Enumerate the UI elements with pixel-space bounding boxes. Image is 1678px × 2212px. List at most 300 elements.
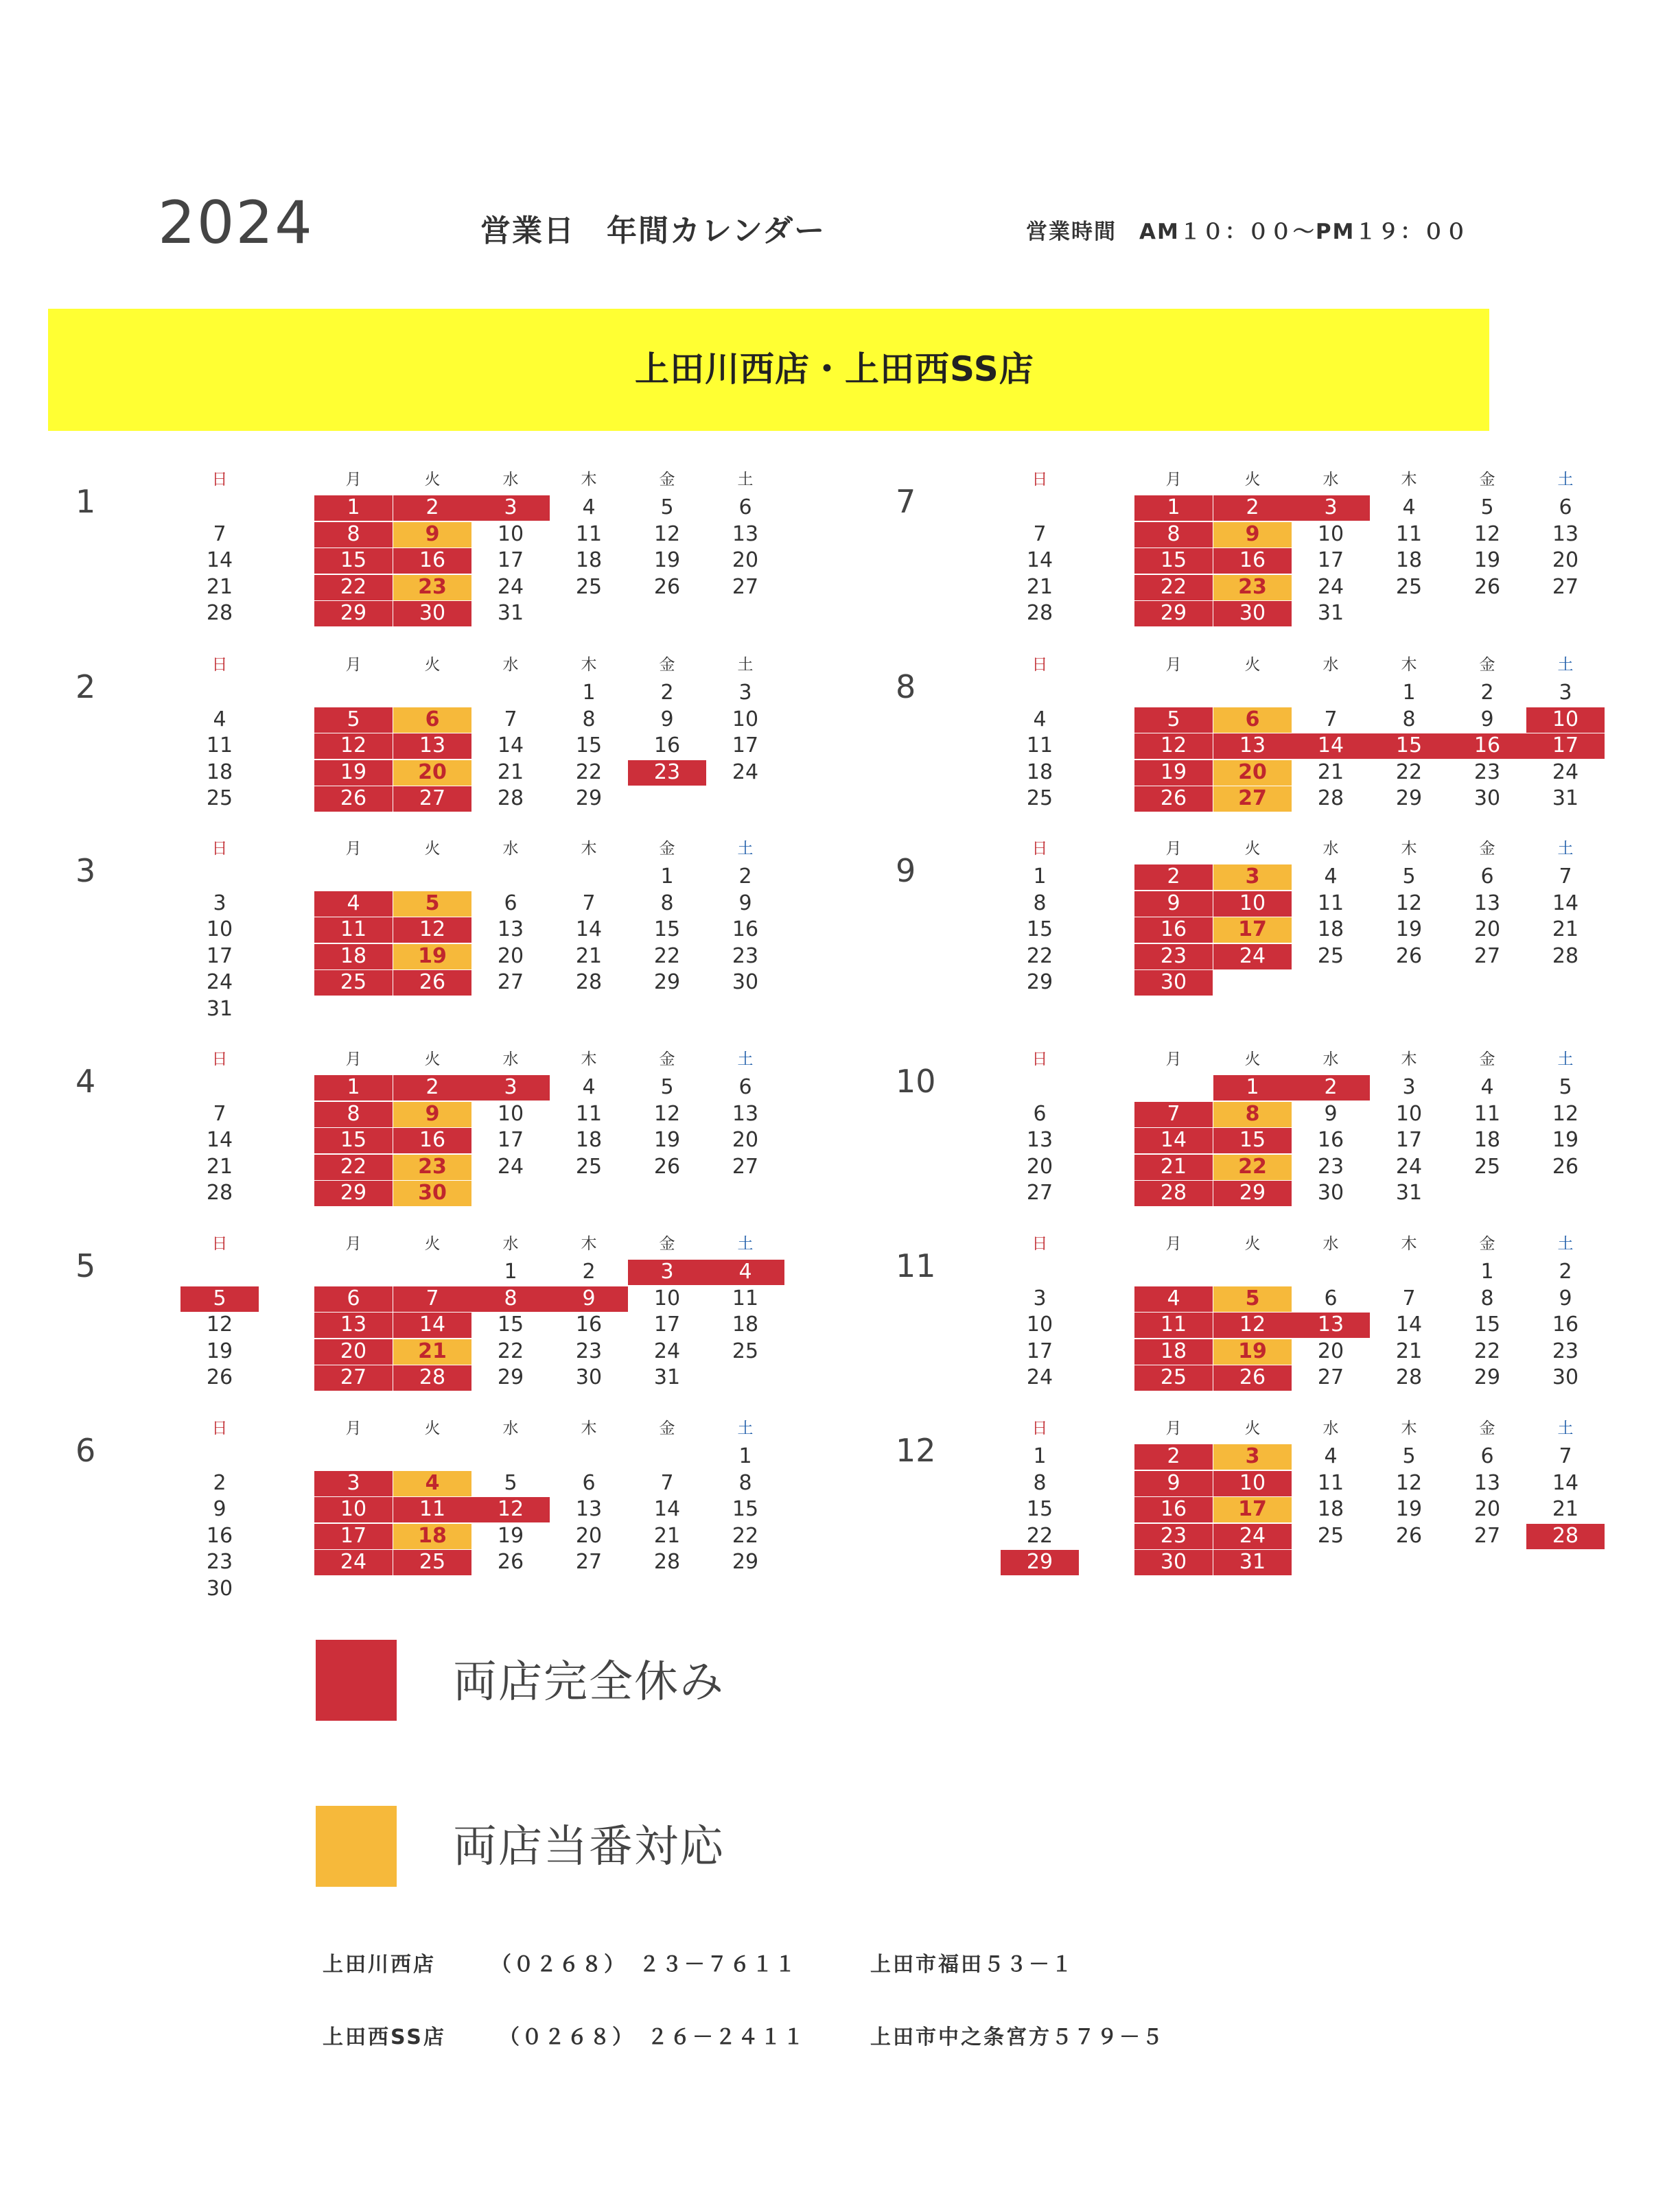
calendar-day: 11 [340,917,367,941]
calendar-day: 22 [497,1339,524,1363]
calendar-day: 10 [653,1286,681,1310]
weekday-label: 火 [424,471,441,489]
calendar-day: 29 [1473,1365,1501,1389]
calendar-day: 15 [1026,917,1053,941]
calendar-day: 22 [1238,1154,1267,1179]
calendar-day: 7 [426,1286,439,1310]
calendar-day: 7 [1402,1286,1416,1310]
calendar-day: 29 [1026,970,1053,994]
calendar-day: 2 [660,681,674,705]
calendar-day: 15 [1160,548,1187,572]
calendar-day: 14 [497,733,524,757]
calendar-day: 4 [582,1075,596,1099]
weekday-label: 木 [581,471,597,489]
calendar-day: 2 [213,1470,226,1495]
calendar-day: 27 [1026,1181,1053,1205]
calendar-day: 15 [497,1313,524,1337]
weekday-label: 火 [1244,471,1261,489]
calendar-day: 17 [1317,548,1344,572]
month-number: 6 [75,1432,96,1469]
calendar-day: 14 [419,1313,446,1337]
calendar-day: 19 [1552,1128,1579,1152]
calendar-day: 22 [1026,943,1053,968]
calendar-day: 11 [1026,733,1053,757]
calendar-day: 7 [1559,1444,1572,1468]
calendar-day: 28 [575,970,603,994]
calendar-day: 21 [1395,1339,1423,1363]
calendar-day: 13 [419,733,446,757]
calendar-day: 21 [575,943,603,968]
calendar-day: 29 [1160,601,1187,625]
calendar-day: 25 [419,1550,446,1574]
calendar-day: 9 [738,891,752,915]
calendar-day: 26 [419,970,446,994]
calendar-day: 28 [653,1550,681,1574]
calendar-day: 15 [340,548,367,572]
calendar-day: 9 [582,1286,596,1310]
calendar-day: 31 [1552,786,1579,810]
calendar-day: 1 [1033,1444,1047,1468]
weekday-label: 日 [1032,471,1048,489]
calendar-day: 20 [340,1339,367,1363]
contact-phone-nishi-ss: （０２６８） ２６－２４１１ [499,2025,806,2049]
weekday-label: 土 [1557,840,1574,858]
weekday-label: 月 [345,1420,362,1437]
calendar-day: 15 [1395,733,1423,757]
weekday-label: 日 [1032,656,1048,674]
calendar-day: 15 [1239,1128,1266,1152]
calendar-day: 27 [497,970,524,994]
month-number: 7 [896,483,916,520]
calendar-day: 27 [1317,1365,1344,1389]
weekday-label: 金 [659,1420,675,1437]
calendar-day: 17 [653,1313,681,1337]
business-hours: 営業時間 AM１０：００～PM１９：００ [1026,220,1469,244]
weekday-label: 木 [1401,1235,1417,1253]
calendar-day: 27 [1473,1523,1501,1548]
calendar-day: 15 [653,917,681,941]
weekday-label: 水 [502,656,519,674]
calendar-day: 29 [340,1181,367,1205]
calendar-day: 24 [1395,1154,1423,1179]
calendar-day: 5 [504,1470,517,1495]
calendar-day: 9 [1559,1286,1572,1310]
calendar-day: 18 [732,1313,759,1337]
weekday-label: 月 [1165,1050,1182,1068]
calendar-day: 8 [1245,1101,1260,1126]
calendar-day: 20 [575,1523,603,1548]
calendar-day: 30 [418,1181,447,1205]
calendar-day: 25 [575,1154,603,1179]
calendar-day: 25 [1026,786,1053,810]
calendar-day: 19 [418,943,447,968]
calendar-day: 5 [660,495,674,519]
calendar-day: 13 [1473,891,1501,915]
calendar-day: 30 [1473,786,1501,810]
calendar-day: 6 [1245,707,1260,731]
calendar-day: 11 [1473,1101,1501,1126]
calendar-day: 16 [1239,548,1266,572]
calendar-day: 6 [1559,495,1572,519]
weekday-label: 火 [424,1050,441,1068]
calendar-day: 14 [653,1497,681,1521]
calendar-day: 29 [1395,786,1423,810]
weekday-label: 土 [737,656,754,674]
contact-address-kawanishi: 上田市福田５３－１ [870,1953,1074,1977]
calendar-day: 16 [1552,1313,1579,1337]
weekday-label: 日 [1032,1235,1048,1253]
calendar-day: 10 [340,1497,367,1521]
calendar-day: 6 [1480,864,1494,889]
calendar-day: 11 [206,733,233,757]
calendar-day: 30 [732,970,759,994]
calendar-day: 25 [575,574,603,599]
month-number: 3 [75,852,96,889]
calendar-day: 20 [732,1128,759,1152]
calendar-day: 20 [1473,917,1501,941]
calendar-day: 5 [1402,864,1416,889]
calendar-day: 19 [1395,917,1423,941]
weekday-label: 火 [424,1235,441,1253]
calendar-day: 10 [206,917,233,941]
calendar-day: 8 [582,707,596,731]
calendar-day: 16 [1473,733,1501,757]
calendar-day: 21 [1026,574,1053,599]
calendar-day: 6 [347,1286,360,1310]
calendar-day: 6 [504,891,517,915]
calendar-day: 20 [418,760,447,784]
legend-swatch-duty [316,1806,397,1887]
calendar-day: 10 [1552,707,1579,731]
calendar-day: 24 [497,1154,524,1179]
calendar-day: 23 [1473,760,1501,784]
calendar-day: 14 [206,548,233,572]
calendar-day: 29 [1239,1181,1266,1205]
calendar-day: 26 [340,786,367,810]
calendar-day: 27 [1238,786,1267,810]
calendar-day: 12 [1395,891,1423,915]
calendar-day: 15 [732,1497,759,1521]
calendar-day: 5 [1480,495,1494,519]
weekday-label: 日 [211,1235,228,1253]
calendar-day: 20 [1552,548,1579,572]
weekday-label: 日 [211,471,228,489]
calendar-day: 19 [1473,548,1501,572]
contact-phone-kawanishi: （０２６８） ２３－７６１１ [491,1953,797,1977]
calendar-day: 9 [425,1101,440,1126]
calendar-day: 28 [1160,1181,1187,1205]
calendar-day: 31 [497,601,524,625]
calendar-day: 19 [1160,760,1187,784]
calendar-day: 21 [418,1339,447,1363]
month-6 [75,1415,858,1601]
weekday-label: 日 [211,656,228,674]
calendar-day: 22 [340,1154,367,1179]
month-3 [75,836,858,1021]
calendar-day: 7 [582,891,596,915]
month-number: 2 [75,668,96,705]
month-9 [896,836,1678,1007]
calendar-day: 23 [1238,574,1267,599]
calendar-day: 7 [1324,707,1338,731]
month-number: 9 [896,852,916,889]
calendar-day: 2 [1246,495,1259,519]
calendar-day: 18 [1317,917,1344,941]
calendar-day: 26 [206,1365,233,1389]
calendar-day: 10 [1239,1470,1266,1495]
weekday-label: 水 [502,1420,519,1437]
calendar-day: 7 [213,1101,226,1126]
calendar-day: 24 [1026,1365,1053,1389]
weekday-label: 火 [1244,840,1261,858]
calendar-day: 1 [504,1260,517,1284]
calendar-day: 12 [1473,521,1501,546]
calendar-day: 18 [1317,1497,1344,1521]
calendar-day: 23 [1317,1154,1344,1179]
calendar-day: 28 [497,786,524,810]
weekday-label: 土 [1557,1235,1574,1253]
weekday-label: 土 [737,1420,754,1437]
weekday-label: 木 [1401,1050,1417,1068]
weekday-label: 水 [1322,1235,1339,1253]
calendar-day: 11 [1160,1313,1187,1337]
calendar-day: 19 [1395,1497,1423,1521]
calendar-day: 3 [1033,1286,1047,1310]
weekday-label: 土 [737,1050,754,1068]
calendar-day: 9 [1245,521,1260,546]
weekday-label: 木 [581,1235,597,1253]
calendar-day: 3 [1324,495,1338,519]
calendar-day: 23 [206,1550,233,1574]
calendar-day: 21 [1552,1497,1579,1521]
calendar-day: 3 [1245,864,1260,889]
calendar-day: 8 [347,1101,360,1126]
calendar-day: 20 [1238,760,1267,784]
calendar-day: 10 [732,707,759,731]
weekday-label: 月 [345,471,362,489]
calendar-day: 19 [206,1339,233,1363]
calendar-day: 21 [1552,917,1579,941]
calendar-day: 14 [206,1128,233,1152]
calendar-day: 18 [575,548,603,572]
weekday-label: 木 [1401,1420,1417,1437]
calendar-day: 11 [575,521,603,546]
calendar-day: 5 [1167,707,1180,731]
month-7 [896,467,1678,638]
calendar-day: 5 [347,707,360,731]
calendar-day: 7 [504,707,517,731]
calendar-day: 22 [340,574,367,599]
calendar-day: 23 [1552,1339,1579,1363]
weekday-label: 火 [424,1420,441,1437]
calendar-day: 27 [419,786,446,810]
calendar-day: 11 [1395,521,1423,546]
calendar-day: 20 [1026,1154,1053,1179]
calendar-day: 12 [1395,1470,1423,1495]
calendar-day: 17 [497,1128,524,1152]
calendar-day: 7 [660,1470,674,1495]
calendar-day: 31 [1395,1181,1423,1205]
weekday-label: 日 [211,1420,228,1437]
weekday-label: 木 [581,656,597,674]
contact-name-kawanishi: 上田川西店 [323,1953,436,1977]
calendar-day: 8 [1480,1286,1494,1310]
calendar-day: 27 [732,574,759,599]
calendar-day: 26 [653,1154,681,1179]
calendar-day: 30 [1239,601,1266,625]
calendar-day: 20 [497,943,524,968]
calendar-day: 27 [575,1550,603,1574]
weekday-label: 日 [211,1050,228,1068]
weekday-label: 月 [345,1050,362,1068]
month-number: 10 [896,1063,936,1100]
calendar-day: 1 [347,495,360,519]
calendar-day: 2 [1480,681,1494,705]
calendar-day: 31 [1239,1550,1266,1574]
month-number: 11 [896,1247,936,1284]
calendar-day: 4 [1480,1075,1494,1099]
calendar-day: 10 [497,521,524,546]
calendar-day: 16 [1160,917,1187,941]
calendar-day: 17 [1238,1497,1267,1521]
calendar-day: 16 [1317,1128,1344,1152]
calendar-day: 21 [653,1523,681,1548]
calendar-day: 20 [1317,1339,1344,1363]
calendar-day: 31 [206,996,233,1021]
calendar-day: 29 [340,601,367,625]
calendar-day: 6 [738,1075,752,1099]
weekday-label: 月 [345,1235,362,1253]
calendar-day: 18 [418,1523,447,1548]
calendar-day: 14 [1552,1470,1579,1495]
calendar-day: 14 [1552,891,1579,915]
weekday-label: 土 [1557,1050,1574,1068]
calendar-day: 29 [732,1550,759,1574]
calendar-day: 24 [653,1339,681,1363]
calendar-day: 4 [213,707,226,731]
calendar-day: 25 [1473,1154,1501,1179]
calendar-day: 4 [582,495,596,519]
calendar-day: 13 [732,521,759,546]
calendar-day: 21 [1160,1154,1187,1179]
calendar-day: 23 [732,943,759,968]
calendar-day: 18 [206,760,233,784]
month-8 [896,652,1678,823]
month-number: 12 [896,1432,936,1469]
weekday-label: 金 [659,1050,675,1068]
calendar-day: 22 [1160,574,1187,599]
calendar-day: 25 [1160,1365,1187,1389]
calendar-day: 16 [419,1128,446,1152]
calendar-day: 20 [1473,1497,1501,1521]
calendar-day: 28 [1552,943,1579,968]
weekday-label: 火 [1244,1050,1261,1068]
calendar-day: 29 [497,1365,524,1389]
calendar-day: 8 [1033,1470,1047,1495]
month-2 [75,652,858,823]
calendar-day: 12 [1239,1313,1266,1337]
weekday-label: 月 [1165,656,1182,674]
weekday-label: 金 [1479,1235,1495,1253]
calendar-day: 30 [1317,1181,1344,1205]
calendar-day: 3 [660,1260,674,1284]
calendar-day: 21 [206,574,233,599]
calendar-day: 26 [1239,1365,1266,1389]
calendar-day: 1 [660,864,674,889]
calendar-day: 28 [1552,1523,1579,1548]
calendar-day: 30 [206,1576,233,1601]
calendar-day: 1 [1480,1260,1494,1284]
calendar-day: 22 [653,943,681,968]
calendar-day: 3 [504,495,517,519]
calendar-day: 8 [738,1470,752,1495]
calendar-day: 12 [653,1101,681,1126]
weekday-label: 火 [424,840,441,858]
calendar-day: 24 [497,574,524,599]
weekday-label: 水 [502,1050,519,1068]
month-10 [896,1046,1678,1218]
calendar-day: 5 [1245,1286,1260,1310]
calendar-day: 26 [497,1550,524,1574]
calendar-day: 13 [732,1101,759,1126]
weekday-label: 日 [1032,1420,1048,1437]
calendar-day: 24 [1239,943,1266,968]
weekday-label: 金 [659,840,675,858]
calendar-day: 6 [582,1470,596,1495]
calendar-day: 2 [1559,1260,1572,1284]
calendar-day: 2 [738,864,752,889]
calendar-day: 1 [1402,681,1416,705]
weekday-label: 木 [1401,840,1417,858]
calendar-day: 12 [497,1497,524,1521]
calendar-day: 4 [1167,1286,1180,1310]
calendar-day: 18 [1160,1339,1187,1363]
calendar-day: 2 [1167,864,1180,889]
calendar-day: 31 [1317,601,1344,625]
weekday-label: 月 [345,840,362,858]
calendar-day: 25 [340,970,367,994]
month-number: 5 [75,1247,96,1284]
calendar-day: 27 [340,1365,367,1389]
calendar-day: 10 [1026,1313,1053,1337]
weekday-label: 金 [1479,840,1495,858]
calendar-day: 19 [653,1128,681,1152]
calendar-day: 17 [1552,733,1579,757]
calendar-day: 12 [1552,1101,1579,1126]
calendar-day: 8 [660,891,674,915]
calendar-day: 14 [1160,1128,1187,1152]
calendar-day: 9 [1324,1101,1338,1126]
calendar-day: 13 [340,1313,367,1337]
weekday-label: 木 [581,840,597,858]
calendar-day: 13 [1552,521,1579,546]
weekday-label: 金 [1479,1050,1495,1068]
calendar-day: 1 [1246,1075,1259,1099]
calendar-day: 31 [653,1365,681,1389]
calendar-day: 10 [1395,1101,1423,1126]
weekday-label: 土 [1557,471,1574,489]
calendar-day: 18 [1395,548,1423,572]
weekday-label: 日 [1032,840,1048,858]
calendar-day: 3 [347,1470,360,1495]
calendar-day: 14 [1317,733,1344,757]
calendar-day: 5 [213,1286,226,1310]
calendar-day: 23 [653,760,681,784]
calendar-day: 4 [425,1470,440,1495]
calendar-day: 16 [1160,1497,1187,1521]
calendar-day: 18 [1473,1128,1501,1152]
calendar-day: 25 [1395,574,1423,599]
